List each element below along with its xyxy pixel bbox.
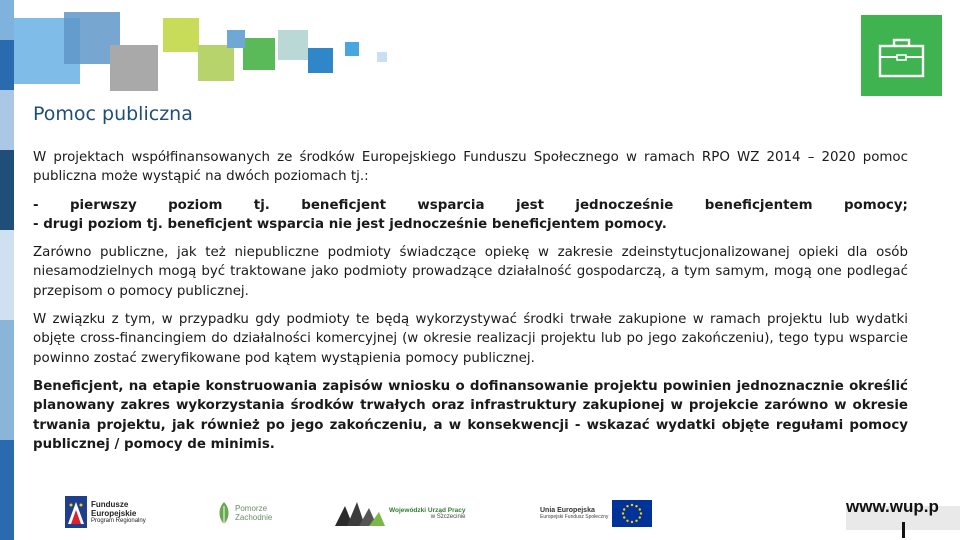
pz-line-2: Zachodnie <box>235 513 273 522</box>
bullet-word: jest <box>515 197 544 213</box>
ue-line-2: Europejski Fundusz Społeczny <box>540 514 609 520</box>
bullet-word: - <box>33 197 39 213</box>
pz-line-1: Pomorze <box>235 504 268 513</box>
fe-line-3: Program Regionalny <box>91 517 146 524</box>
bullet-word: beneficjent <box>301 197 387 213</box>
website-url[interactable]: www.wup.p <box>846 497 939 516</box>
paragraph-beneficiary: Beneficjent, na etapie konstruowania zapisów wniosku o dofinansowanie projektu powinien jednoznacznie określić planowany zakres wykorzystania środków trwałych oraz infrastruktury zakupionej w projekcie zarówno w okresie trwania projektu, jak również po jego zakończeniu, a w konsekwencji - wskazać wydatki objęte regułami pomocy publicznej / pomocy de minimis. <box>33 378 908 452</box>
bullet-word: jednocześnie <box>575 197 674 213</box>
wup-blocks-icon <box>335 498 385 528</box>
eu-flag-icon <box>612 500 652 527</box>
bullet-first-level <box>33 196 908 215</box>
ue-line-1: Unia Europejska <box>540 507 595 514</box>
bullet-second-level: - drugi poziom tj. beneficjent wsparcia nie jest jednocześnie beneficjentem pomocy. <box>33 216 667 232</box>
logo-fundusze-europejskie <box>65 496 146 528</box>
paragraph-verification: W związku z tym, w przypadku gdy podmioty te będą wykorzystywać środki trwałe zakupione w ramach projektu lub wydatki objęte cross-financingiem do działalności komercyjnej (w okresie realizacji projektu lub po jego zakończeniu), tego typu wsparcie powinno zostać zweryfikowane pod kątem wystąpienia pomocy publicznej. <box>33 312 908 366</box>
briefcase-icon-box <box>861 15 942 96</box>
footer-logos <box>0 488 960 540</box>
logo-unia-europejska <box>540 500 652 527</box>
fe-line-1: Fundusze <box>91 499 129 509</box>
bullet-word: pierwszy <box>69 197 137 213</box>
wup-line-1: Wojewódzki Urząd Pracy <box>389 506 466 514</box>
page-title: Pomoc publiczna <box>33 103 193 125</box>
bullet-word: tj. <box>253 197 270 213</box>
logo-wup-szczecin <box>335 498 465 528</box>
leaf-icon <box>216 500 232 526</box>
bullet-word: pomocy; <box>843 197 908 213</box>
logo-pomorze-zachodnie <box>216 500 272 526</box>
briefcase-icon <box>861 15 942 96</box>
url-cursor <box>902 522 905 538</box>
paragraph-intro: W projektach współfinansowanych ze środków Europejskiego Funduszu Społecznego w ramach RPO WZ 2014 – 2020 pomoc publiczna może wystąpić na dwóch poziomach tj.: <box>33 150 908 185</box>
fe-line-2: Europejskie <box>91 508 137 518</box>
fe-emblem-icon <box>65 496 87 528</box>
left-color-strip <box>0 0 14 540</box>
content-body <box>33 148 908 463</box>
bullet-word: poziom <box>168 197 223 213</box>
wup-line-2: w Szczecinie <box>430 513 466 520</box>
bullet-word: beneficjentem <box>704 197 813 213</box>
bullet-word: wsparcia <box>417 197 485 213</box>
paragraph-entities: Zarówno publiczne, jak też niepubliczne podmioty świadczące opiekę w zakresie zdeinstytucjonalizowanej opieki dla osób niesamodzielnych mogą być traktowane jako podmioty prowadzące działalność gospodarczą, a tym samym, mogą one podlegać przepisom o pomocy publicznej. <box>33 245 908 299</box>
